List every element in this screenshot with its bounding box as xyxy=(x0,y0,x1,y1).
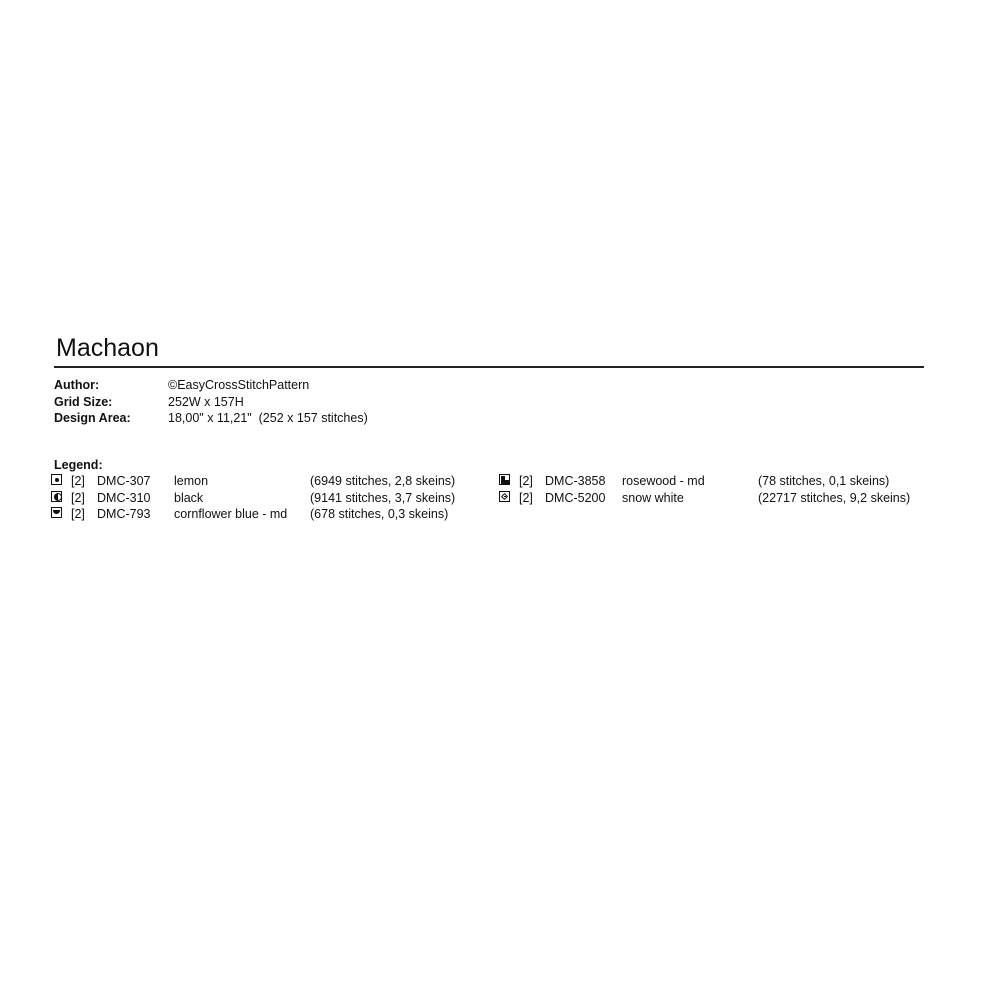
dot-square-icon xyxy=(51,474,62,485)
legend-item xyxy=(51,474,481,491)
author-value: ©EasyCrossStitchPattern xyxy=(168,378,310,392)
grid-size-label: Grid Size: xyxy=(54,394,113,409)
legend-column-left xyxy=(51,474,481,524)
legend-code: DMC-5200 xyxy=(545,490,606,505)
legend-count: [2] xyxy=(519,490,533,505)
design-area-value: 18,00" x 11,21" (252 x 157 stitches) xyxy=(168,411,368,425)
legend-stitches: (6949 stitches, 2,8 skeins) xyxy=(310,474,456,488)
legend-color-name: snow white xyxy=(622,490,684,505)
title-divider xyxy=(54,366,924,368)
legend-color-name: cornflower blue - md xyxy=(174,507,288,521)
bowl-square-icon xyxy=(51,507,62,518)
legend-color-name: lemon xyxy=(174,474,209,488)
legend-column-right xyxy=(499,474,929,507)
legend-stitches: (678 stitches, 0,3 skeins) xyxy=(310,507,449,521)
legend-stitches: (22717 stitches, 9,2 skeins) xyxy=(758,490,911,505)
legend-color-name: black xyxy=(174,490,204,505)
legend-code: DMC-310 xyxy=(97,490,151,505)
legend-stitches: (9141 stitches, 3,7 skeins) xyxy=(310,490,456,505)
legend-code: DMC-793 xyxy=(97,507,151,521)
legend-count: [2] xyxy=(519,474,533,488)
legend-item xyxy=(499,491,929,508)
legend-item xyxy=(499,474,929,491)
legend-stitches: (78 stitches, 0,1 skeins) xyxy=(758,474,890,488)
legend-heading: Legend: xyxy=(54,458,103,472)
legend-count: [2] xyxy=(71,507,85,521)
pattern-title: Machaon xyxy=(56,334,159,362)
legend-item xyxy=(51,491,481,508)
legend-item xyxy=(51,507,481,524)
diamond-square-icon xyxy=(499,491,510,502)
legend-count: [2] xyxy=(71,490,85,505)
half-circle-square-icon xyxy=(51,491,62,502)
design-area-label: Design Area: xyxy=(54,411,131,425)
author-label: Author: xyxy=(54,378,100,392)
step-square-icon xyxy=(499,474,510,485)
legend-count: [2] xyxy=(71,474,85,488)
legend-code: DMC-307 xyxy=(97,474,151,488)
grid-size-value: 252W x 157H xyxy=(168,394,244,409)
legend-code: DMC-3858 xyxy=(545,474,606,488)
legend-color-name: rosewood - md xyxy=(622,474,705,488)
